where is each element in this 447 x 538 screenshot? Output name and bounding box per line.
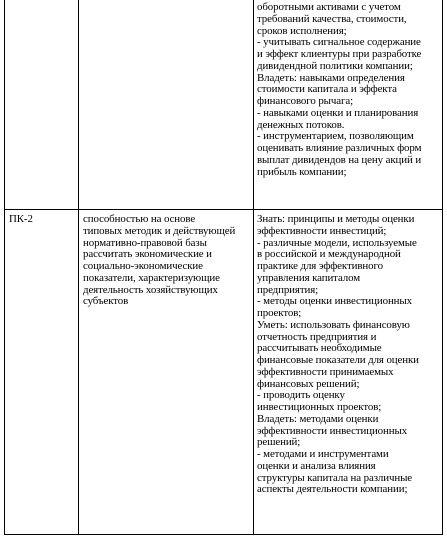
cell-text-line: в российской и международной bbox=[257, 248, 401, 261]
table-border-right bbox=[442, 0, 443, 535]
cell-text-line: деятельность хозяйствующих bbox=[83, 283, 218, 296]
cell-text-line: оценивать влияние различных форм bbox=[257, 142, 422, 154]
row1-skills-cell bbox=[257, 2, 421, 178]
cell-text-line: эффективности принимаемых bbox=[257, 365, 394, 378]
cell-text-line: управления капиталом bbox=[257, 271, 361, 284]
cell-text-line: выплат дивидендов на цену акций и bbox=[257, 153, 422, 166]
column-divider-2 bbox=[253, 0, 254, 535]
cell-text-line: и эффект клиентуры при разработке bbox=[257, 48, 422, 60]
cell-text-line: финансовые показатели для оценки bbox=[257, 354, 419, 366]
competency-description-cell bbox=[83, 214, 235, 308]
cell-text-line: прибыль компании; bbox=[257, 165, 347, 178]
cell-text-line: денежных потоков. bbox=[257, 118, 345, 131]
cell-text-line: структуры капитала на различные bbox=[257, 471, 413, 484]
cell-text-line: отчетность предприятия и bbox=[257, 330, 377, 343]
cell-text-line: решений; bbox=[257, 436, 301, 449]
cell-text-line: предприятия; bbox=[257, 283, 319, 296]
cell-text-line: способностью на основе bbox=[83, 213, 196, 225]
cell-text-line: эффективности инвестиций; bbox=[257, 224, 387, 237]
cell-text-line: типовых методик и действующей bbox=[83, 224, 236, 237]
cell-text-line: - методами и инструментами bbox=[257, 448, 389, 460]
table-border-left bbox=[4, 0, 5, 535]
competency-table bbox=[4, 0, 443, 535]
cell-text-line: проектов; bbox=[257, 307, 302, 319]
competency-code: ПК-2 bbox=[9, 213, 33, 225]
cell-text-line: социально-экономические bbox=[83, 260, 203, 272]
cell-text-line: рассчитать экономические и bbox=[83, 248, 212, 261]
cell-text-line: нормативно-правовой базы bbox=[83, 236, 207, 249]
column-divider-1 bbox=[78, 0, 79, 535]
cell-text-line: дивидендной политики компании; bbox=[257, 59, 413, 72]
row-divider bbox=[4, 209, 443, 210]
cell-text-line: - навыками оценки и планирования bbox=[257, 106, 419, 119]
cell-text-line: инвестиционных проектов; bbox=[257, 401, 382, 413]
cell-text-line: финансового рычага; bbox=[257, 95, 354, 107]
cell-text-line: оценки и анализа влияния bbox=[257, 459, 376, 472]
cell-text-line: - инструментарием, позволяющим bbox=[257, 130, 414, 143]
cell-text-line: оборотными активами с учетом bbox=[257, 1, 401, 13]
table-border-bottom bbox=[4, 534, 443, 535]
cell-text-line: показатели, характеризующие bbox=[83, 271, 220, 284]
cell-text-line: стоимости капитала и эффекта bbox=[257, 83, 397, 96]
cell-text-line: требований качества, стоимости, bbox=[257, 12, 407, 25]
cell-text-line: сроков исполнения; bbox=[257, 24, 347, 37]
cell-text-line: Владеть: навыками определения bbox=[257, 71, 405, 84]
row2-skills-cell bbox=[257, 214, 419, 496]
cell-text-line: Уметь: использовать финансовую bbox=[257, 318, 410, 331]
cell-text-line: - проводить оценку bbox=[257, 389, 345, 402]
cell-text-line: рассчитывать необходимые bbox=[257, 342, 382, 355]
cell-text-line: Владеть: методами оценки bbox=[257, 412, 379, 425]
cell-text-line: - методы оценки инвестиционных bbox=[257, 295, 412, 308]
cell-text-line: эффективности инвестиционных bbox=[257, 424, 408, 437]
cell-text-line: - учитывать сигнальное содержание bbox=[257, 36, 421, 49]
cell-text-line: Знать: принципы и методы оценки bbox=[257, 213, 415, 225]
cell-text-line: финансовых решений; bbox=[257, 377, 360, 390]
cell-text-line: аспекты деятельности компании; bbox=[257, 483, 408, 496]
cell-text-line: - различные модели, используемые bbox=[257, 236, 417, 249]
cell-text-line: субъектов bbox=[83, 295, 129, 308]
cell-text-line: практике для эффективного bbox=[257, 260, 383, 272]
